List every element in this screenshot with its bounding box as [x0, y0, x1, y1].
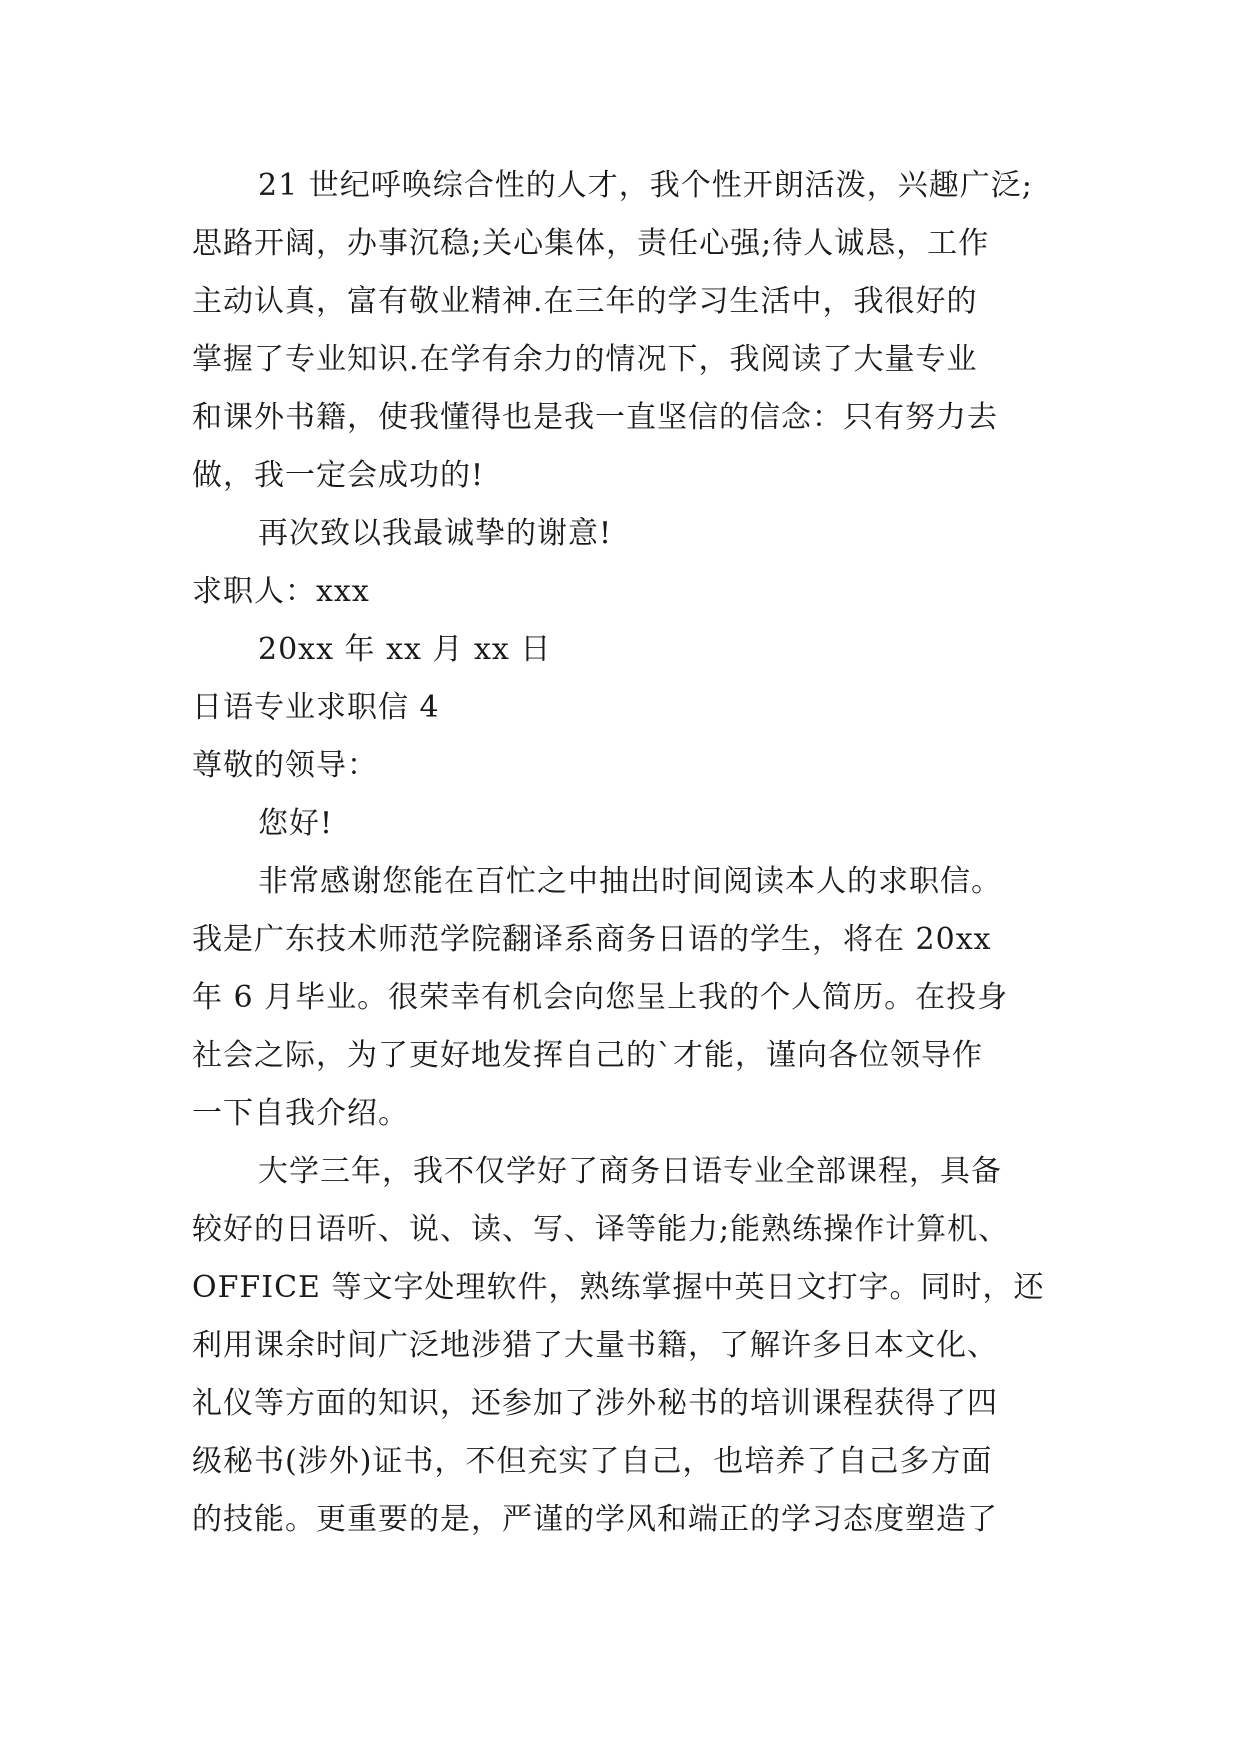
text-line: 非常感谢您能在百忙之中抽出时间阅读本人的求职信。 — [258, 864, 1002, 899]
text-line: 较好的日语听、说、读、写、译等能力;能熟练操作计算机、 — [192, 1212, 1010, 1247]
text-line: 级秘书(涉外)证书，不但充实了自己，也培养了自己多方面 — [192, 1444, 993, 1479]
text-line: OFFICE 等文字处理软件，熟练掌握中英日文打字。同时，还 — [192, 1270, 1045, 1305]
date-line: 20xx 年 xx 月 xx 日 — [258, 632, 552, 667]
text-line: 利用课余时间广泛地涉猎了大量书籍，了解许多日本文化、 — [192, 1328, 998, 1363]
salutation: 尊敬的领导： — [192, 748, 378, 783]
section-title: 日语专业求职信 4 — [192, 690, 440, 725]
text-line: 一下自我介绍。 — [192, 1096, 409, 1131]
text-line: 和课外书籍，使我懂得也是我一直坚信的信念：只有努力去 — [192, 400, 998, 435]
text-line: 的技能。更重要的是，严谨的学风和端正的学习态度塑造了 — [192, 1502, 998, 1537]
text-line: 21 世纪呼唤综合性的人才，我个性开朗活泼，兴趣广泛; — [258, 168, 1033, 203]
text-line: 礼仪等方面的知识，还参加了涉外秘书的培训课程获得了四 — [192, 1386, 998, 1421]
text-line: 年 6 月毕业。很荣幸有机会向您呈上我的个人简历。在投身 — [192, 980, 1009, 1015]
text-line: 掌握了专业知识.在学有余力的情况下，我阅读了大量专业 — [192, 342, 978, 377]
text-line: 我是广东技术师范学院翻译系商务日语的学生，将在 20xx — [192, 922, 992, 957]
text-line: 再次致以我最诚挚的谢意! — [258, 516, 613, 551]
text-line: 做，我一定会成功的! — [192, 458, 485, 493]
signature-line: 求职人：xxx — [192, 574, 370, 609]
text-line: 社会之际，为了更好地发挥自己的`才能，谨向各位领导作 — [192, 1038, 983, 1073]
greeting: 您好! — [258, 806, 334, 841]
text-line: 大学三年，我不仅学好了商务日语专业全部课程，具备 — [258, 1154, 1002, 1189]
text-line: 思路开阔，办事沉稳;关心集体，责任心强;待人诚恳，工作 — [192, 226, 990, 261]
text-line: 主动认真，富有敬业精神.在三年的学习生活中，我很好的 — [192, 284, 978, 319]
